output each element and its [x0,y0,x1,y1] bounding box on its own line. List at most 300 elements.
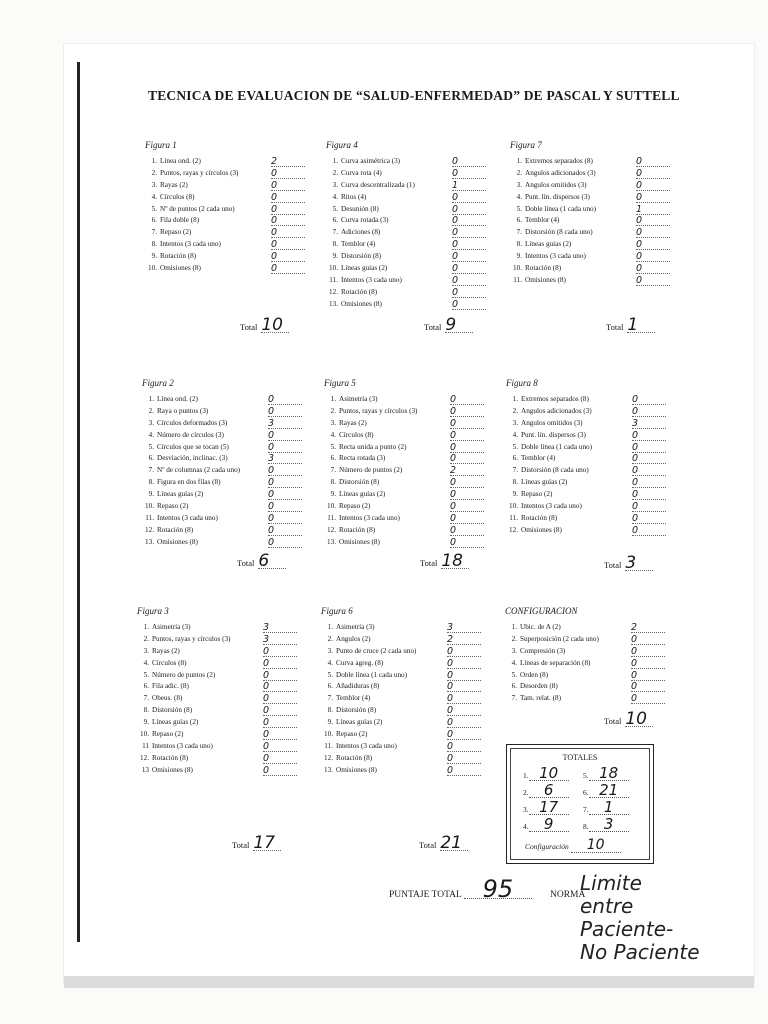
item-number: 6. [148,454,154,463]
item-number: 2. [143,634,149,643]
item-label: Repaso (2) [152,730,184,739]
item-number: 9. [330,490,336,499]
figure-total-label: Total [240,322,258,332]
totales-row-number: 6. [583,788,589,797]
figure-section [324,378,494,549]
figure-item-list [326,156,496,311]
item-number: 6. [512,454,518,463]
item-score: 0 [636,180,670,191]
figure-item [142,501,312,513]
item-number: 8. [330,478,336,487]
totales-title: TOTALES [562,753,598,762]
figure-item [326,156,496,168]
item-number: 9. [512,490,518,499]
totales-row-value: 10 [529,767,569,781]
item-number: 8. [332,240,338,249]
item-score: 0 [632,501,666,512]
figure-item [505,634,675,646]
figure-item [142,489,312,501]
figure-item [321,670,491,682]
item-label: Omisiones (8) [336,765,377,774]
item-score: 0 [268,477,302,488]
item-score: 0 [447,705,481,716]
item-score: 0 [263,753,297,764]
page-bottom-edge [64,976,754,988]
figure-item-list [137,622,307,777]
item-score: 3 [263,622,297,633]
item-score: 0 [450,501,484,512]
item-number: 10. [329,264,338,273]
figure-section [137,606,307,777]
item-number: 3. [151,180,157,189]
item-label: Desunión (8) [341,204,379,213]
item-label: Nº de columnas (2 cada uno) [157,466,241,475]
item-label: Fila doble (8) [160,216,200,225]
item-number: 8. [151,240,157,249]
item-score: 0 [447,729,481,740]
item-score: 0 [452,156,486,167]
item-score: 0 [631,634,665,645]
totales-row-number: 5. [583,771,589,780]
figure-item [324,501,494,513]
item-number: 5. [332,204,338,213]
item-number: 1. [327,623,333,631]
totales-row [583,798,629,816]
figure-item [326,227,496,239]
figure-item [324,394,494,406]
item-score: 0 [636,251,670,262]
figure-item [324,406,494,418]
item-label: Punt. lín. dispersos (3) [521,430,586,439]
totales-row-number: 7. [583,805,589,814]
item-label: Temblor (4) [336,694,371,703]
item-number: 12. [509,525,518,534]
item-label: Omisiones (8) [341,299,382,308]
figure-title: Figura 2 [142,378,174,388]
figure-item [510,275,680,287]
item-label: Extremos separados (8) [525,157,593,165]
item-number: 13. [324,765,333,774]
figure-total [606,315,655,335]
item-score: 0 [450,453,484,464]
norma-line: entre [580,894,634,918]
figure-item [145,227,315,239]
item-number: 7. [148,466,154,475]
item-number: 3. [516,180,522,189]
figure-section [142,378,312,549]
item-score: 0 [271,239,305,250]
item-score: 0 [632,513,666,524]
item-label: Distorsión (8 cada uno) [521,466,589,475]
figure-item [324,513,494,525]
figure-title: Figura 4 [326,140,358,150]
item-number: 7. [327,694,333,703]
figure-total-label: Total [606,322,624,332]
item-score: 0 [271,180,305,191]
figure-total-value: 18 [441,554,469,569]
totales-box [506,744,654,864]
item-number: 9. [516,252,522,261]
figure-item [321,729,491,741]
item-score: 0 [452,299,486,310]
item-label: Círculos (8) [160,192,195,201]
figure-item [321,741,491,753]
item-score: 0 [263,741,297,752]
item-number: 1. [148,395,154,403]
item-number: 2. [330,406,336,415]
item-score: 0 [447,753,481,764]
totales-row [583,764,629,782]
item-number: 6. [330,454,336,463]
figure-item [505,646,675,658]
item-score: 0 [450,430,484,441]
item-label: Repaso (2) [336,730,368,739]
figure-item [321,717,491,729]
item-score: 0 [263,729,297,740]
item-number: 13. [145,537,154,546]
item-label: Doble línea (1 cada uno) [525,204,597,213]
puntaje-total-value: 95 [464,880,532,899]
figure-item [506,513,676,525]
totales-row [523,764,569,782]
figure-item [145,239,315,251]
item-score: 0 [271,168,305,179]
item-label: Superposición (2 cada uno) [520,634,599,643]
figure-item [137,765,307,777]
item-score: 3 [632,418,666,429]
item-score: 0 [447,646,481,657]
item-label: Rotación (8) [160,252,197,261]
figure-item [324,430,494,442]
item-score: 0 [268,513,302,524]
figure-total [419,833,468,853]
item-score: 0 [447,717,481,728]
item-label: Líneas de separación (8) [520,658,591,667]
item-number: 5. [516,204,522,213]
item-number: 12. [145,525,154,534]
item-number: 9. [332,252,338,261]
figure-item [137,634,307,646]
item-label: Línea ond. (2) [157,395,198,403]
item-number: 10. [327,502,336,511]
figure-item [137,681,307,693]
figure-item [321,622,491,634]
item-number: 2. [332,168,338,177]
item-label: Intentos (3 cada uno) [341,275,402,284]
item-score: 0 [263,765,297,776]
totales-configuracion-row [525,839,621,853]
norma-line: Paciente- [580,917,674,941]
item-label: Omisiones (8) [525,275,566,284]
item-label: Rotación (8) [341,287,378,296]
figure-item [142,537,312,549]
item-score: 0 [263,705,297,716]
item-number: 2. [151,168,157,177]
item-score: 0 [268,465,302,476]
item-label: Añadiduras (8) [336,682,380,691]
item-score: 0 [632,453,666,464]
figure-total [232,833,281,853]
item-number: 1. [332,157,338,165]
item-label: Omisiones (8) [157,537,198,546]
totales-row-value: 17 [529,801,569,815]
puntaje-total-label: PUNTAJE TOTAL [389,890,462,900]
item-label: Rotación (8) [157,525,194,534]
item-label: Desviación, inclinac. (3) [157,454,228,463]
figure-title: Figura 1 [145,140,177,150]
item-number: 1. [330,395,336,403]
item-score: 0 [450,406,484,417]
figure-item [505,670,675,682]
item-number: 5. [148,442,154,451]
totales-row-number: 4. [523,822,529,831]
figure-item [510,227,680,239]
figure-total-label: Total [604,716,622,726]
norma-line: Limite [580,871,642,895]
item-number: 1. [516,157,522,165]
item-label: Rayas (2) [152,646,180,655]
item-number: 8. [512,478,518,487]
item-score: 0 [452,215,486,226]
item-label: Rotación (8) [152,753,189,762]
figure-total [604,709,653,729]
item-score: 0 [632,477,666,488]
item-label: Círculos (8) [152,658,187,667]
item-number: 6. [151,216,157,225]
item-label: Intentos (3 cada uno) [339,513,400,522]
figure-item [142,525,312,537]
item-label: Puntos, rayas y círculos (3) [339,406,418,415]
item-score: 0 [450,489,484,500]
item-label: Círculos que se tocan (5) [157,442,229,451]
item-score: 0 [263,693,297,704]
totales-row-number: 2. [523,788,529,797]
item-label: Asimetría (3) [152,623,191,631]
figure-title: Figura 7 [510,140,542,150]
item-number: 11. [145,513,154,522]
figure-total-value: 21 [440,836,468,851]
item-score: 0 [268,430,302,441]
figure-item [137,670,307,682]
figure-item [142,513,312,525]
figure-item [326,215,496,227]
item-label: Puntos, rayas y círculos (3) [152,634,231,643]
item-label: Rotación (8) [525,264,562,273]
figure-item [505,658,675,670]
item-score: 0 [268,537,302,548]
item-number: 3. [512,418,518,427]
item-score: 2 [447,634,481,645]
totales-row-number: 1. [523,771,529,780]
item-score: 0 [452,204,486,215]
item-number: 7. [512,466,518,475]
figure-item-list [142,394,312,549]
item-score: 0 [631,658,665,669]
item-number: 13. [329,299,338,308]
figure-title: Figura 6 [321,606,353,616]
item-score: 0 [271,227,305,238]
item-number: 4. [516,192,522,201]
item-number: 8. [143,706,149,715]
figure-item [510,156,680,168]
item-score: 2 [631,622,665,633]
item-number: 12. [140,753,149,762]
item-label: Doble línea (1 cada uno) [521,442,593,451]
item-label: Puntos, rayas y círculos (3) [160,168,239,177]
totales-row [583,815,629,833]
figure-item-list [510,156,680,287]
figure-total [237,551,286,571]
figure-item [324,442,494,454]
item-number: 8. [148,478,154,487]
norma-label: NORMA [550,890,586,900]
item-score: 0 [271,204,305,215]
item-score: 0 [447,670,481,681]
item-label: Compresión (3) [520,646,566,655]
figure-item [326,287,496,299]
item-label: Número de puntos (2) [339,466,403,475]
figure-total-value: 3 [625,556,653,571]
figure-total [604,553,653,573]
figure-section [510,140,680,287]
figure-total-value: 10 [625,712,653,727]
item-label: Distorsión (8) [336,706,377,715]
item-score: 0 [450,394,484,405]
norma-handwritten-value [580,872,700,964]
item-label: Ritos (4) [341,192,367,201]
page-edge-line [77,62,80,942]
item-label: Líneas guías (2) [152,718,199,727]
item-label: Intentos (3 cada uno) [160,240,221,249]
item-score: 3 [268,453,302,464]
item-number: 3. [511,646,517,655]
figure-item [326,251,496,263]
item-score: 1 [636,204,670,215]
figure-total-value: 6 [258,554,286,569]
figure-item [137,753,307,765]
item-score: 0 [632,489,666,500]
figure-total-label: Total [419,840,437,850]
item-number: 5. [330,442,336,451]
item-label: Círculos deformados (3) [157,418,228,427]
item-number: 4. [330,430,336,439]
item-label: Líneas guías (2) [341,264,388,273]
item-label: Tam. relat. (8) [520,694,562,703]
figure-total-label: Total [604,560,622,570]
totales-row-value: 6 [529,784,569,798]
item-number: 1. [143,623,149,631]
figure-item [321,765,491,777]
item-score: 0 [452,192,486,203]
item-score: 0 [268,406,302,417]
totales-row [523,815,569,833]
item-score: 0 [271,215,305,226]
figure-item [506,442,676,454]
figure-section [505,606,675,705]
figure-item [145,263,315,275]
figure-item [326,299,496,311]
item-label: Adiciones (8) [341,228,381,237]
item-number: 11. [329,275,338,284]
page-title: TECNICA DE EVALUACION DE “SALUD-ENFERMEDAD” DE PASCAL Y SUTTELL [148,88,680,103]
figure-item [324,489,494,501]
item-number: 1. [511,623,517,631]
item-label: Orden (8) [520,670,549,679]
figure-item [510,239,680,251]
figure-item [510,263,680,275]
item-score: 0 [263,658,297,669]
item-number: 13. [327,537,336,546]
figure-item [326,263,496,275]
item-number: 10. [513,264,522,273]
item-score: 0 [636,263,670,274]
figure-item [324,465,494,477]
item-score: 0 [263,717,297,728]
item-label: Rayas (2) [160,180,188,189]
item-number: 3. [327,646,333,655]
item-score: 0 [447,765,481,776]
figure-item [326,192,496,204]
item-label: Distorsión (8 cada uno) [525,228,593,237]
figure-item [506,477,676,489]
item-number: 7. [143,694,149,703]
figure-item [505,693,675,705]
item-score: 0 [636,239,670,250]
item-score: 0 [268,489,302,500]
item-label: Nº de puntos (2 cada uno) [160,204,235,213]
item-score: 3 [447,622,481,633]
item-label: Omisiones (8) [160,264,201,273]
figure-item [142,465,312,477]
item-label: Rotación (8) [336,753,373,762]
totales-configuracion-value: 10 [571,839,621,853]
figure-item [145,251,315,263]
item-score: 0 [636,192,670,203]
item-label: Angulos omitidos (3) [521,418,583,427]
item-label: Líneas guías (2) [339,490,386,499]
figure-total-label: Total [232,840,250,850]
item-number: 6. [332,216,338,225]
item-label: Punto de cruce (2 cada uno) [336,646,417,655]
figure-item [510,168,680,180]
figure-title: Figura 5 [324,378,356,388]
item-number: 4. [512,430,518,439]
item-label: Curva descentralizada (1) [341,180,415,189]
item-label: Angulos adicionados (3) [521,406,592,415]
item-number: 11. [509,513,518,522]
item-score: 0 [452,251,486,262]
item-number: 8. [516,240,522,249]
item-label: Angulos omitidos (3) [525,180,587,189]
item-number: 4. [151,192,157,201]
item-number: 5. [327,670,333,679]
figure-total-value: 9 [445,318,473,333]
item-number: 7. [332,228,338,237]
figure-total [424,315,473,335]
figure-item [321,646,491,658]
figure-total [240,315,289,335]
item-number: 6. [516,216,522,225]
item-label: Omisiones (8) [152,765,193,774]
figure-item [324,453,494,465]
item-label: Líneas guías (2) [157,490,204,499]
figure-item [506,525,676,537]
item-label: Línea ond. (2) [160,157,201,165]
figure-item [321,681,491,693]
item-number: 10. [324,730,333,739]
figure-item [137,658,307,670]
figure-item [326,275,496,287]
